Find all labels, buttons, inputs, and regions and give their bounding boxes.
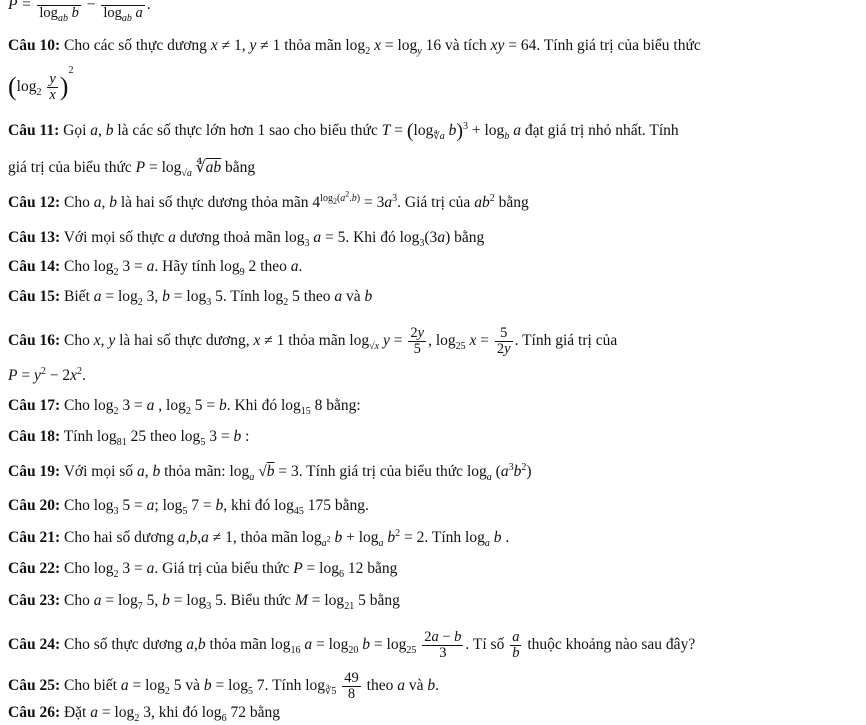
formula-lhs: P =	[8, 0, 32, 14]
log-base: ab	[121, 12, 132, 24]
question-text: Cho	[63, 497, 90, 514]
question-text: . Giá trị của	[397, 194, 471, 211]
question-text: . Hãy tính	[154, 258, 216, 275]
question-text: . Tỉ số	[465, 636, 505, 654]
question-text: là các số thực lớn hơn 1 sao cho biểu thức	[117, 122, 378, 139]
question-10-expression: ($\log_2$ $\frac{y}{x}$ )$^2$	[8, 65, 74, 103]
question-text: dương thoả mãn	[179, 229, 281, 246]
question-label: Câu 17:	[8, 397, 61, 414]
question-text: Biết	[63, 288, 90, 305]
question-text: thuộc khoảng nào sau đây?	[527, 636, 696, 654]
question-text: bằng	[367, 560, 398, 577]
question-text: và	[345, 288, 361, 305]
question-16-expression: $P = y^2 - 2x^2$.	[8, 365, 86, 384]
question-label: Câu 10:	[8, 37, 61, 54]
question-22: Câu 22: Cho $\log_2 3 = a$. Giá trị của biểu thức $P = \log_6 12$ bằng	[8, 560, 398, 581]
question-14: Câu 14: Cho $\log_2 3 = a$. Hãy tính $\log_9 2$ theo a.	[8, 258, 303, 279]
question-text: Cho biết	[63, 677, 117, 695]
question-text: Gọi	[63, 122, 87, 139]
question-24: Câu 24: Cho số thực dương a,b thỏa mãn $\log_{16} a = \log_{20} b = \log_{25}$ $\frac{2a - b}{3}$ . Tỉ số $\frac{a}{b}$ thuộc khoảng nào sau đây?	[8, 629, 696, 661]
question-text: Tính	[63, 428, 93, 445]
question-text: Cho	[63, 592, 90, 609]
question-text: và tích	[444, 37, 487, 54]
question-text: và	[408, 677, 424, 695]
question-text: giá trị của biểu thức	[8, 159, 132, 176]
question-text: Khi đó	[234, 397, 278, 414]
question-text: bằng	[225, 159, 256, 176]
question-text: , thỏa mãn	[232, 529, 298, 546]
log-arg: a	[135, 5, 143, 21]
question-label: Câu 23:	[8, 592, 61, 609]
question-text: thỏa mãn	[284, 37, 342, 54]
question-label: Câu 20:	[8, 497, 61, 514]
question-label: Câu 24:	[8, 636, 61, 654]
question-text: Tính giá trị của	[522, 332, 618, 350]
question-text: bằng	[498, 194, 529, 211]
minus-sign: −	[86, 0, 96, 14]
question-text: , khi đó	[150, 704, 198, 721]
log-text: log	[103, 5, 122, 21]
question-text: . Tính giá trị của biểu thức	[298, 463, 464, 480]
question-10: Câu 10: Cho các số thực dương x ≠ 1, y ≠ 1 thỏa mãn $\log_2 x = \log_y 16$ và tích xy = 64. Tính giá trị của biểu thức	[8, 37, 701, 58]
question-label: Câu 15:	[8, 288, 61, 305]
question-text: . Biểu thức	[222, 592, 292, 609]
question-label: Câu 18:	[8, 428, 61, 445]
question-text: bằng	[454, 229, 485, 246]
question-text: bằng	[369, 592, 400, 609]
exponent: 2	[68, 65, 74, 76]
question-text: Cho	[63, 332, 90, 350]
question-text: Cho	[63, 397, 90, 414]
question-23: Câu 23: Cho $a = \log_7 5$, $b = \log_3 5$. Biểu thức $M = \log_{21} 5$ bằng	[8, 592, 400, 613]
log-arg: b	[71, 5, 79, 21]
question-label: Câu 14:	[8, 258, 61, 275]
question-text: . Giá trị của biểu thức	[154, 560, 290, 577]
question-text: theo	[149, 428, 177, 445]
question-text: theo	[303, 288, 331, 305]
question-20: Câu 20: Cho $\log_3 5 = a$; $\log_5 7 = b$, khi đó $\log_{45} 175$ bằng.	[8, 497, 369, 518]
question-text: . Tính	[424, 529, 462, 546]
log-base: ab	[57, 12, 68, 24]
question-16: Câu 16: Cho x, y là hai số thực dương, x ≠ 1 thỏa mãn $\log_{√x} y$ = $\frac{2y}{5}$ , $\log_{25} x$ = $\frac{5}{2y}$ . Tính giá trị của	[8, 325, 618, 357]
question-text: Cho	[63, 194, 90, 211]
question-12: Câu 12: Cho a, b là hai số thực dương thỏa mãn $4^{log_2(a^2.b)} = 3a^3$. Giá trị của $ab^2$ bằng	[8, 189, 529, 211]
question-text: Tính	[272, 677, 302, 695]
question-label: Câu 16:	[8, 332, 61, 350]
fraction-denominator: x	[49, 86, 56, 103]
question-text: . Tính giá trị của biểu thức	[536, 37, 701, 54]
fraction-numerator: y	[49, 70, 56, 87]
question-text: theo	[366, 677, 394, 695]
question-label: Câu 19:	[8, 463, 61, 480]
question-label: Câu 12:	[8, 194, 61, 211]
question-text: . Khi đó	[345, 229, 396, 246]
question-label: Câu 25:	[8, 677, 61, 695]
question-26: Câu 26: Đặt $a = \log_2 3$, khi đó $\log_6 72$ bằng	[8, 704, 280, 725]
question-text: theo	[260, 258, 287, 275]
question-text: đạt giá trị nhỏ nhất. Tính	[524, 122, 679, 139]
question-18: Câu 18: Tính $\log_{81} 25$ theo $\log_5 3 = b$ :	[8, 428, 250, 449]
question-label: Câu 21:	[8, 529, 61, 546]
question-15: Câu 15: Biết $a = \log_2 3$, $b = \log_3 5$. Tính $\log_2 5$ theo a và b	[8, 288, 373, 309]
question-text: bằng	[249, 704, 280, 721]
question-11: Câu 11: Gọi a, b là các số thực lớn hơn 1 sao cho biểu thức $T = (\log_{∜a}$ $b)^3 + \log_b a$ đạt giá trị nhỏ nhất. Tính	[8, 120, 679, 143]
question-13: Câu 13: Với mọi số thực a dương thoả mãn $\log_3 a = 5$. Khi đó $\log_3(3a)$ bằng	[8, 229, 485, 250]
question-label: Câu 22:	[8, 560, 61, 577]
question-text: bằng:	[326, 397, 361, 414]
formula-p-cut: P = $\log_{ab} b$ − $\log_{ab} a$ .	[8, 0, 858, 21]
fraction-2	[101, 0, 144, 24]
question-text: Cho	[63, 560, 90, 577]
question-text: thỏa mãn:	[164, 463, 226, 480]
question-11-cont: giá trị của biểu thức $P = \log_{√a}$ $∜\overline{ab}$ bằng	[8, 159, 256, 180]
question-text: thỏa mãn	[288, 332, 346, 350]
question-text: Với mọi số thực	[63, 229, 165, 246]
log-text: log	[39, 5, 58, 21]
question-text: , khi đó	[223, 497, 271, 514]
question-text: bằng.	[334, 497, 369, 514]
question-25: Câu 25: Cho biết $a = \log_2 5$ và $b = \log_5 7$. Tính $\log_{∛5}$ $\frac{49}{8}$ theo a và b.	[8, 670, 439, 702]
question-label: Câu 11:	[8, 122, 60, 139]
question-label: Câu 13:	[8, 229, 61, 246]
question-text: . Tính	[222, 288, 260, 305]
question-text: Cho số thực dương	[63, 636, 183, 654]
question-text: là hai số thực dương,	[119, 332, 250, 350]
question-text: là hai số thực dương thỏa mãn	[120, 194, 309, 211]
question-21: Câu 21: Cho hai số dương a,b,a ≠ 1, thỏa mãn $\log_{a^2} b + \log_a b^2 = 2$. Tính $\log_a b$ .	[8, 527, 510, 550]
question-19: Câu 19: Với mọi số a, b thỏa mãn: $\log_a √b = 3$. Tính giá trị của biểu thức $\log_a (a^3b^2)$	[8, 461, 532, 484]
question-17: Câu 17: Cho $\log_2 3 = a$ , $\log_2 5 = b$. Khi đó $\log_{15} 8$ bằng:	[8, 397, 361, 418]
question-text: Cho	[63, 258, 90, 275]
question-text: Cho các số thực dương	[63, 37, 207, 54]
fraction-1	[37, 0, 80, 24]
question-label: Câu 26:	[8, 704, 61, 721]
question-text: và	[185, 677, 201, 695]
question-text: Cho hai số dương	[63, 529, 175, 546]
question-text: Đặt	[63, 704, 87, 721]
question-text: Với mọi số	[63, 463, 134, 480]
question-text: thỏa mãn	[209, 636, 267, 654]
